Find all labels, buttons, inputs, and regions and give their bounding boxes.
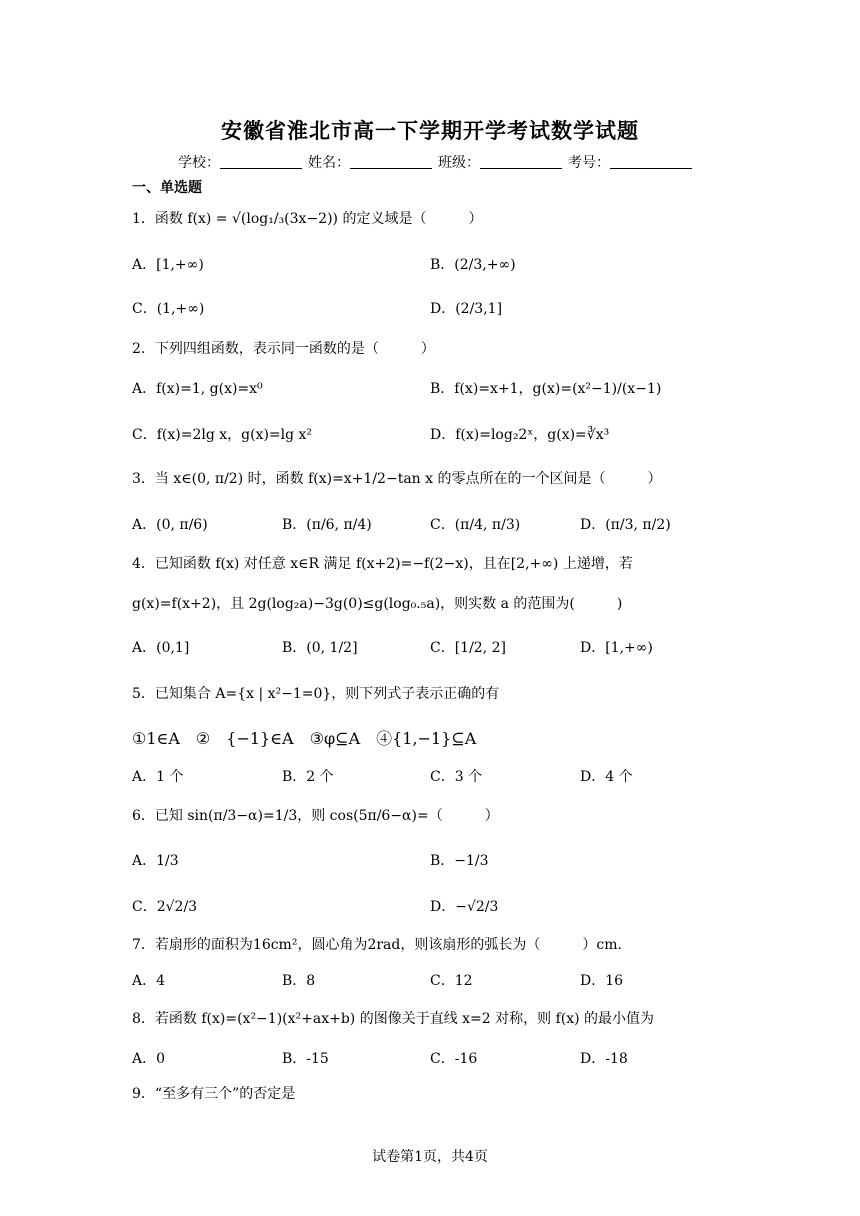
class-label: 班级： xyxy=(438,155,480,171)
q2-option-a: A．f(x)=1, g(x)=x⁰ xyxy=(132,381,263,397)
question-4-stem-line1: 4．已知函数 f(x) 对任意 x∈R 满足 f(x+2)=−f(2−x)，且在[2,+∞) 上递增，若 xyxy=(132,556,633,572)
q8-option-d: D．-18 xyxy=(580,1051,628,1067)
q5-option-a: A．1 个 xyxy=(132,769,184,785)
q7-option-d: D．16 xyxy=(580,973,624,989)
q2-option-c: C．f(x)=2lg x，g(x)=lg x² xyxy=(132,427,313,443)
question-6-stem: 6．已知 sin(π/3−α)=1/3，则 cos(5π/6−α)=（ ） xyxy=(132,808,499,824)
student-info-line xyxy=(178,152,698,172)
q7-option-a: A．4 xyxy=(132,973,166,989)
question-4-stem-line2: g(x)=f(x+2)，且 2g(log₂a)−3g(0)≤g(log₀.₅a)，则实数 a 的范围为( ) xyxy=(132,596,623,612)
q5-option-d: D．4 个 xyxy=(580,769,633,785)
q6-option-d: D．−√2/3 xyxy=(430,899,499,915)
q7-option-b: B．8 xyxy=(282,973,316,989)
q8-option-b: B．-15 xyxy=(282,1051,329,1067)
question-9-stem: 9．“至多有三个”的否定是 xyxy=(132,1086,296,1102)
q3-option-b: B．(π/6, π/4) xyxy=(282,517,372,533)
q4-option-a: A．(0,1] xyxy=(132,640,190,656)
q5-option-b: B．2 个 xyxy=(282,769,334,785)
school-label: 学校： xyxy=(178,155,220,171)
q2-option-b: B．f(x)=x+1，g(x)=(x²−1)/(x−1) xyxy=(430,381,662,397)
q7-option-c: C．12 xyxy=(430,973,473,989)
name-label: 姓名： xyxy=(308,155,350,171)
q8-option-a: A．0 xyxy=(132,1051,166,1067)
q3-option-a: A．(0, π/6) xyxy=(132,517,208,533)
exam-no-label: 考号： xyxy=(568,155,610,171)
page-footer: 试卷第1页，共4页 xyxy=(372,1149,488,1165)
q2-option-d: D．f(x)=log₂2ˣ，g(x)=∛x³ xyxy=(430,427,610,443)
question-1-stem: 1．函数 f(x) = √(log₁/₃(3x−2)) 的定义域是（ ） xyxy=(132,211,483,227)
question-7-stem: 7．若扇形的面积为16cm²，圆心角为2rad，则该扇形的弧长为（ ）cm. xyxy=(132,937,622,953)
question-5-stem: 5．已知集合 A={x | x²−1=0}，则下列式子表示正确的有 xyxy=(132,686,500,702)
exam-no-blank xyxy=(610,154,692,169)
page-title: 安徽省淮北市高一下学期开学考试数学试题 xyxy=(221,119,639,143)
class-blank xyxy=(480,154,562,169)
question-5-items: ①1∈A ② {−1}∈A ③φ⊆A ④{1,−1}⊆A xyxy=(132,729,477,748)
section-heading: 一、单选题 xyxy=(132,180,202,196)
question-3-stem: 3．当 x∈(0, π/2) 时，函数 f(x)=x+1/2−tan x 的零点所在的一个区间是（ ） xyxy=(132,471,662,487)
q5-option-c: C．3 个 xyxy=(430,769,483,785)
q3-option-d: D．(π/3, π/2) xyxy=(580,517,671,533)
q1-option-b: B．(2/3,+∞) xyxy=(430,257,516,273)
school-blank xyxy=(220,154,302,169)
q6-option-a: A．1/3 xyxy=(132,853,179,869)
q1-option-a: A．[1,+∞) xyxy=(132,257,204,273)
q1-option-d: D．(2/3,1] xyxy=(430,301,503,317)
question-8-stem: 8．若函数 f(x)=(x²−1)(x²+ax+b) 的图像关于直线 x=2 对称，则 f(x) 的最小值为 xyxy=(132,1011,655,1027)
q6-option-b: B．−1/3 xyxy=(430,853,489,869)
q3-option-c: C．(π/4, π/3) xyxy=(430,517,521,533)
q4-option-b: B．(0, 1/2] xyxy=(282,640,358,656)
q6-option-c: C．2√2/3 xyxy=(132,899,198,915)
q4-option-d: D．[1,+∞) xyxy=(580,640,653,656)
name-blank xyxy=(350,154,432,169)
q4-option-c: C．[1/2, 2] xyxy=(430,640,506,656)
question-2-stem: 2．下列四组函数，表示同一函数的是（ ） xyxy=(132,341,435,357)
q1-option-c: C．(1,+∞) xyxy=(132,301,205,317)
q8-option-c: C．-16 xyxy=(430,1051,478,1067)
